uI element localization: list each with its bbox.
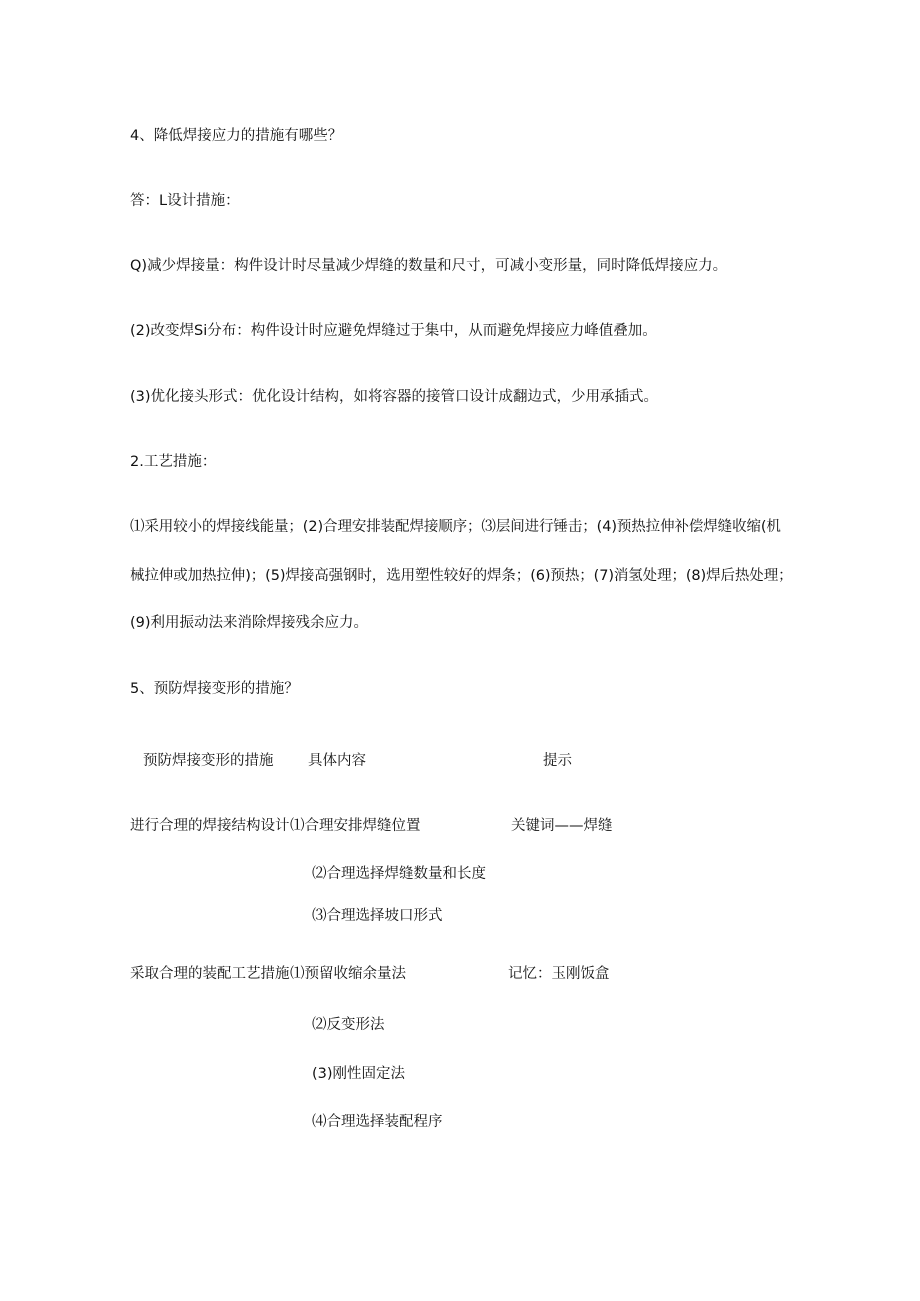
process-line-1: ⑴采用较小的焊接线能量；(2)合理安排装配焊接顺序；⑶层间进行锤击；(4)预热拉伸补偿焊缝收缩(机 (130, 519, 781, 535)
table-header-content: 具体内容 (308, 753, 366, 769)
hint-mnemonic: 记忆：玉刚饭盒 (508, 966, 610, 982)
content-item: ⑴预留收缩余量法 (290, 966, 406, 982)
content-item: ⑵合理选择焊缝数量和长度 (312, 866, 486, 882)
design-measure-3: (3)优化接头形式：优化设计结构，如将容器的接管口设计成翻边式，少用承插式。 (130, 389, 659, 405)
question-4-title: 4、降低焊接应力的措施有哪些？ (130, 128, 343, 144)
design-measure-2: (2)改变焊Si分布：构件设计时应避免焊缝过于集中，从而避免焊接应力峰值叠加。 (130, 323, 657, 339)
measure-assembly-process: 采取合理的装配工艺措施 (130, 966, 290, 982)
process-line-3: (9)利用振动法来消除焊接残余应力。 (130, 615, 369, 631)
process-line-2: 械拉伸或加热拉伸)；(5)焊接高强钢时，选用塑性较好的焊条；(6)预热；(7)消氢处理；(8)焊后热处理； (130, 568, 793, 584)
content-item: ⑷合理选择装配程序 (312, 1114, 443, 1130)
hint-keyword: 关键词——焊缝 (511, 818, 613, 834)
question-5-title: 5、预防焊接变形的措施？ (130, 681, 299, 697)
content-item: ⑵反变形法 (312, 1017, 385, 1033)
design-measure-1: Q)减少焊接量：构件设计时尽量减少焊缝的数量和尺寸，可减小变形量，同时降低焊接应力。 (130, 258, 728, 274)
content-item: ⑶合理选择坡口形式 (312, 908, 443, 924)
content-item: (3)刚性固定法 (312, 1066, 406, 1082)
table-header-hint: 提示 (543, 753, 572, 769)
process-heading: 2.工艺措施： (130, 454, 217, 470)
measure-structure-design: 进行合理的焊接结构设计 (130, 818, 290, 834)
table-header-measure: 预防焊接变形的措施 (143, 753, 274, 769)
answer-design-heading: 答：L设计措施： (130, 193, 240, 209)
content-item: ⑴合理安排焊缝位置 (290, 818, 421, 834)
